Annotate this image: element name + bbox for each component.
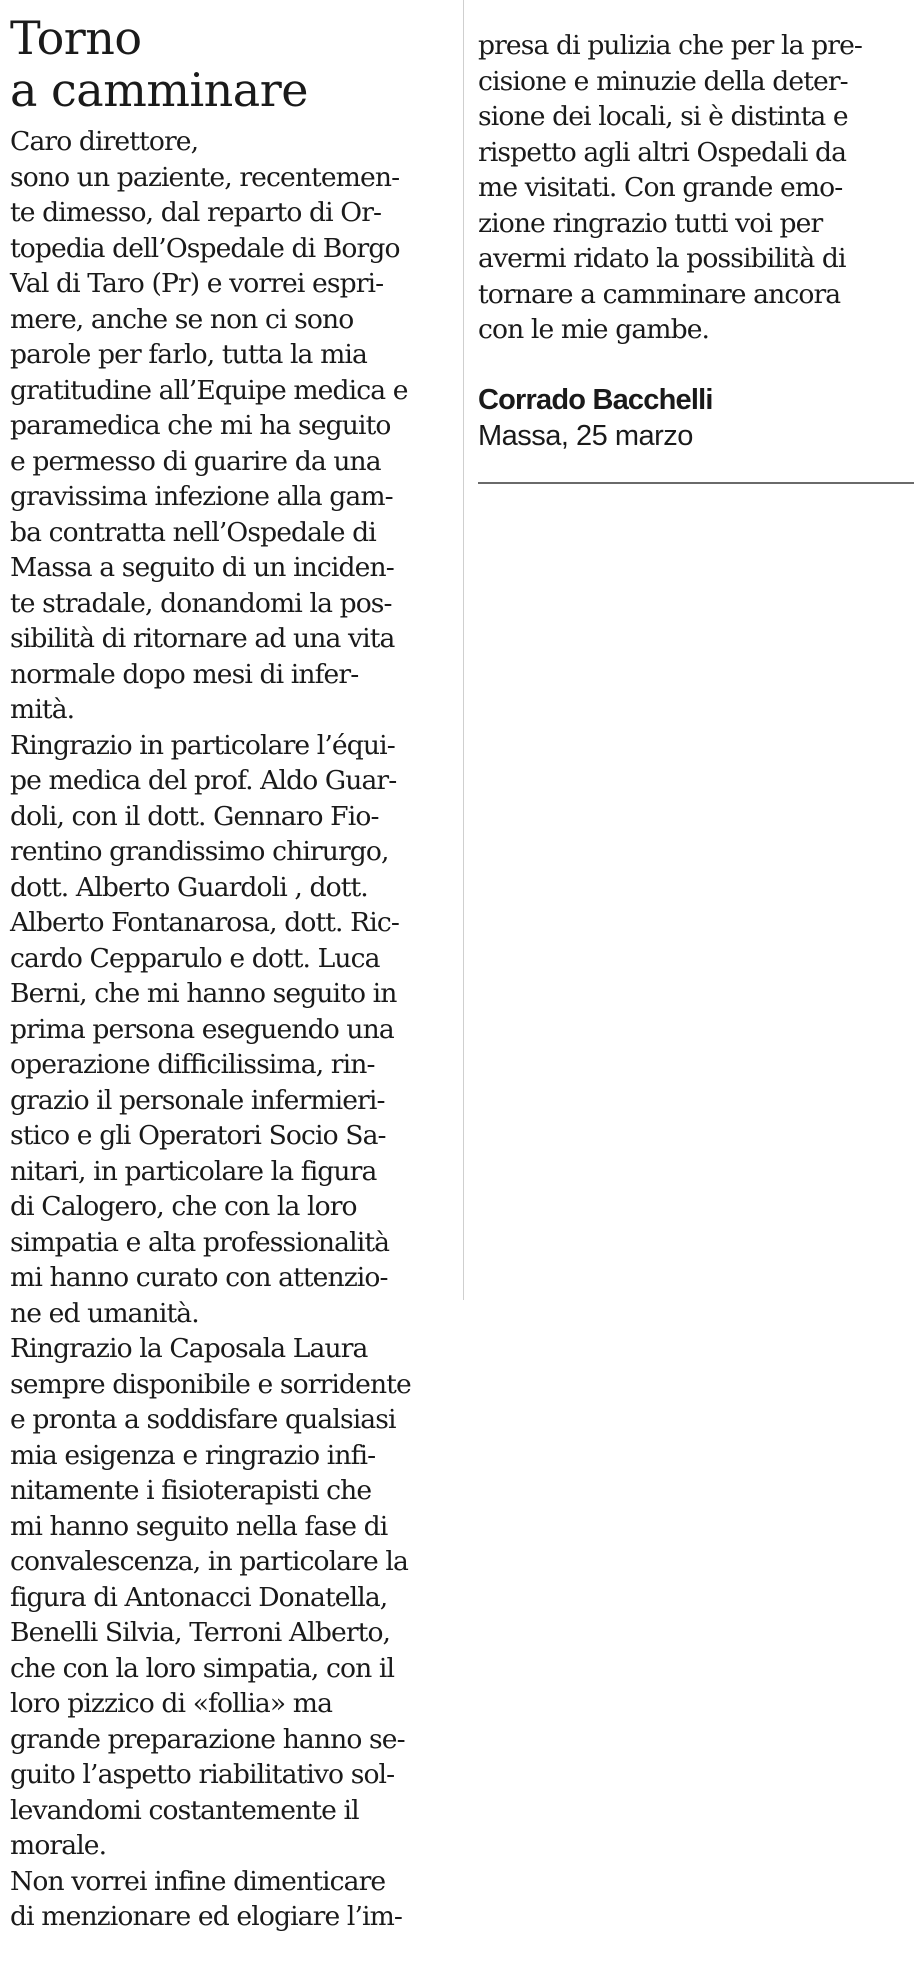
place-date: Massa, 25 marzo — [478, 419, 693, 452]
right-column — [478, 28, 914, 454]
author-name: Corrado Bacchelli — [478, 383, 713, 416]
article-headline — [10, 12, 455, 116]
headline-line-1: Torno — [10, 11, 142, 65]
column-divider — [463, 0, 464, 1300]
letter-body-left: Caro direttore, sono un paziente, recentemen- te dimesso, dal reparto di Or- topedia dell’Ospedale di Borgo Val di Taro (Pr) e vorrei espri- mere, anche se non ci sono parole per farlo, tutta la mia gratitudine all’Equipe medica e paramedica che mi ha seguito e permesso di guarire da una gravissima infezione alla gam- ba contratta nell’Ospedale di Massa a seguito di un inciden- te stradale, donandomi la pos- sibilità di ritornare ad una vita normale dopo mesi di infer- mità. Ringrazio in particolare l’équi- pe medica del prof. Aldo Guar- doli, con il dott. Gennaro Fio- rentino grandissimo chirurgo, dott. Alberto Guardoli , dott. Alberto Fontanarosa, dott. Ric- cardo Cepparulo e dott. Luca Berni, che mi hanno seguito in prima persona eseguendo una operazione difficilissima, rin- grazio il personale infermieri- stico e gli Operatori Socio Sa- nitari, in particolare la figura di Calogero, che con la loro simpatia e alta professionalità mi hanno curato con attenzio- ne ed umanità. Ringrazio la Caposala Laura sempre disponibile e sorridente e pronta a soddisfare qualsiasi mia esigenza e ringrazio infi- nitamente i fisioterapisti che mi hanno seguito nella fase di convalescenza, in particolare la figura di Antonacci Donatella, Benelli Silvia, Terroni Alberto, che con la loro simpatia, con il loro pizzico di «follia» ma grande preparazione hanno se- guito l’aspetto riabilitativo sol- levandomi costantemente il morale. Non vorrei infine dimenticare di menzionare ed elogiare l’im- — [10, 126, 411, 1932]
signature-rule — [478, 482, 914, 484]
headline-line-2: a camminare — [10, 63, 308, 117]
letter-body-right: presa di pulizia che per la pre- cisione e minuzie della deter- sione dei locali, si è distinta e rispetto agli altri Ospedali da me visitati. Con grande emo- zione ringrazio tutti voi per avermi ridato la possibilità di tornare a camminare ancora con le mie gambe. — [478, 30, 863, 345]
left-column — [10, 12, 455, 1935]
